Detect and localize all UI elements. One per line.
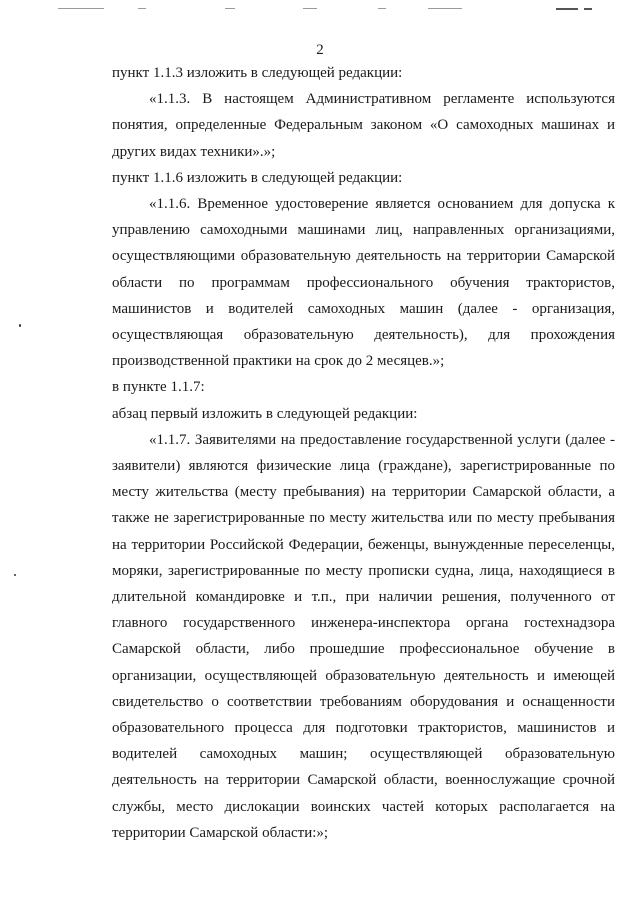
scan-artifact — [584, 8, 592, 10]
scan-artifact — [428, 8, 462, 9]
paragraph: «1.1.7. Заявителями на предоставление государственной услуги (далее - заявители) являются физические лица (граждане), зарегистрированные по месту жительства (месту пребывания) на территории Самарской области, а также не зарегистрированные по месту жительства или по месту пребывания на территории Российской Федерации, беженцы, вынужденные переселенцы, моряки, зарегистрированные по месту прописки судна, лица, находящиеся в длительной командировке и т.п., при наличии решения, полученного от главного государственного инженера-инспектора органа гостехнадзора Самарской области, либо прошедшие профессиональное обучение в организации, осуществляющей образовательную деятельность и имеющей свидетельство о соответствии требованиям оборудования и оснащенности образовательного процесса для подготовки трактористов, машинистов и водителей самоходных машин; осуществляющей образовательную деятельность на территории Самарской области, военнослужащие срочной службы, место дислокации воинских частей которых располагается на территории Самарской области:»; — [112, 431, 615, 841]
document-body — [112, 60, 615, 846]
paragraph: в пункте 1.1.7: — [112, 379, 205, 396]
scan-artifact — [138, 8, 146, 9]
scan-artifact — [378, 8, 386, 9]
paragraph: «1.1.3. В настоящем Административном регламенте используются понятия, определенные Федеральным законом «О самоходных машинах и других видах техники».»; — [112, 91, 615, 160]
paragraph: пункт 1.1.3 изложить в следующей редакции: — [112, 65, 403, 81]
scan-artifact — [225, 8, 235, 9]
paragraph: «1.1.6. Временное удостоверение является основанием для допуска к управлению самоходными машинами лиц, направленных организациями, осуществляющими образовательную деятельность на территории Самарской области по программам профессионального обучения трактористов, машинистов и водителей самоходных машин (далее - организация, осуществляющая образовательную деятельность), для прохождения производственной практики на срок до 2 месяцев.»; — [112, 196, 615, 370]
paragraph: пункт 1.1.6 изложить в следующей редакции: — [112, 169, 403, 186]
scan-header-artifacts — [0, 0, 640, 14]
scan-speck — [14, 574, 16, 576]
scan-artifact — [58, 8, 104, 9]
scan-artifact — [556, 8, 578, 10]
page-number: 2 — [316, 42, 324, 58]
scan-speck — [19, 324, 21, 327]
scan-artifact — [303, 8, 317, 9]
paragraph: абзац первый изложить в следующей редакции: — [112, 405, 418, 422]
